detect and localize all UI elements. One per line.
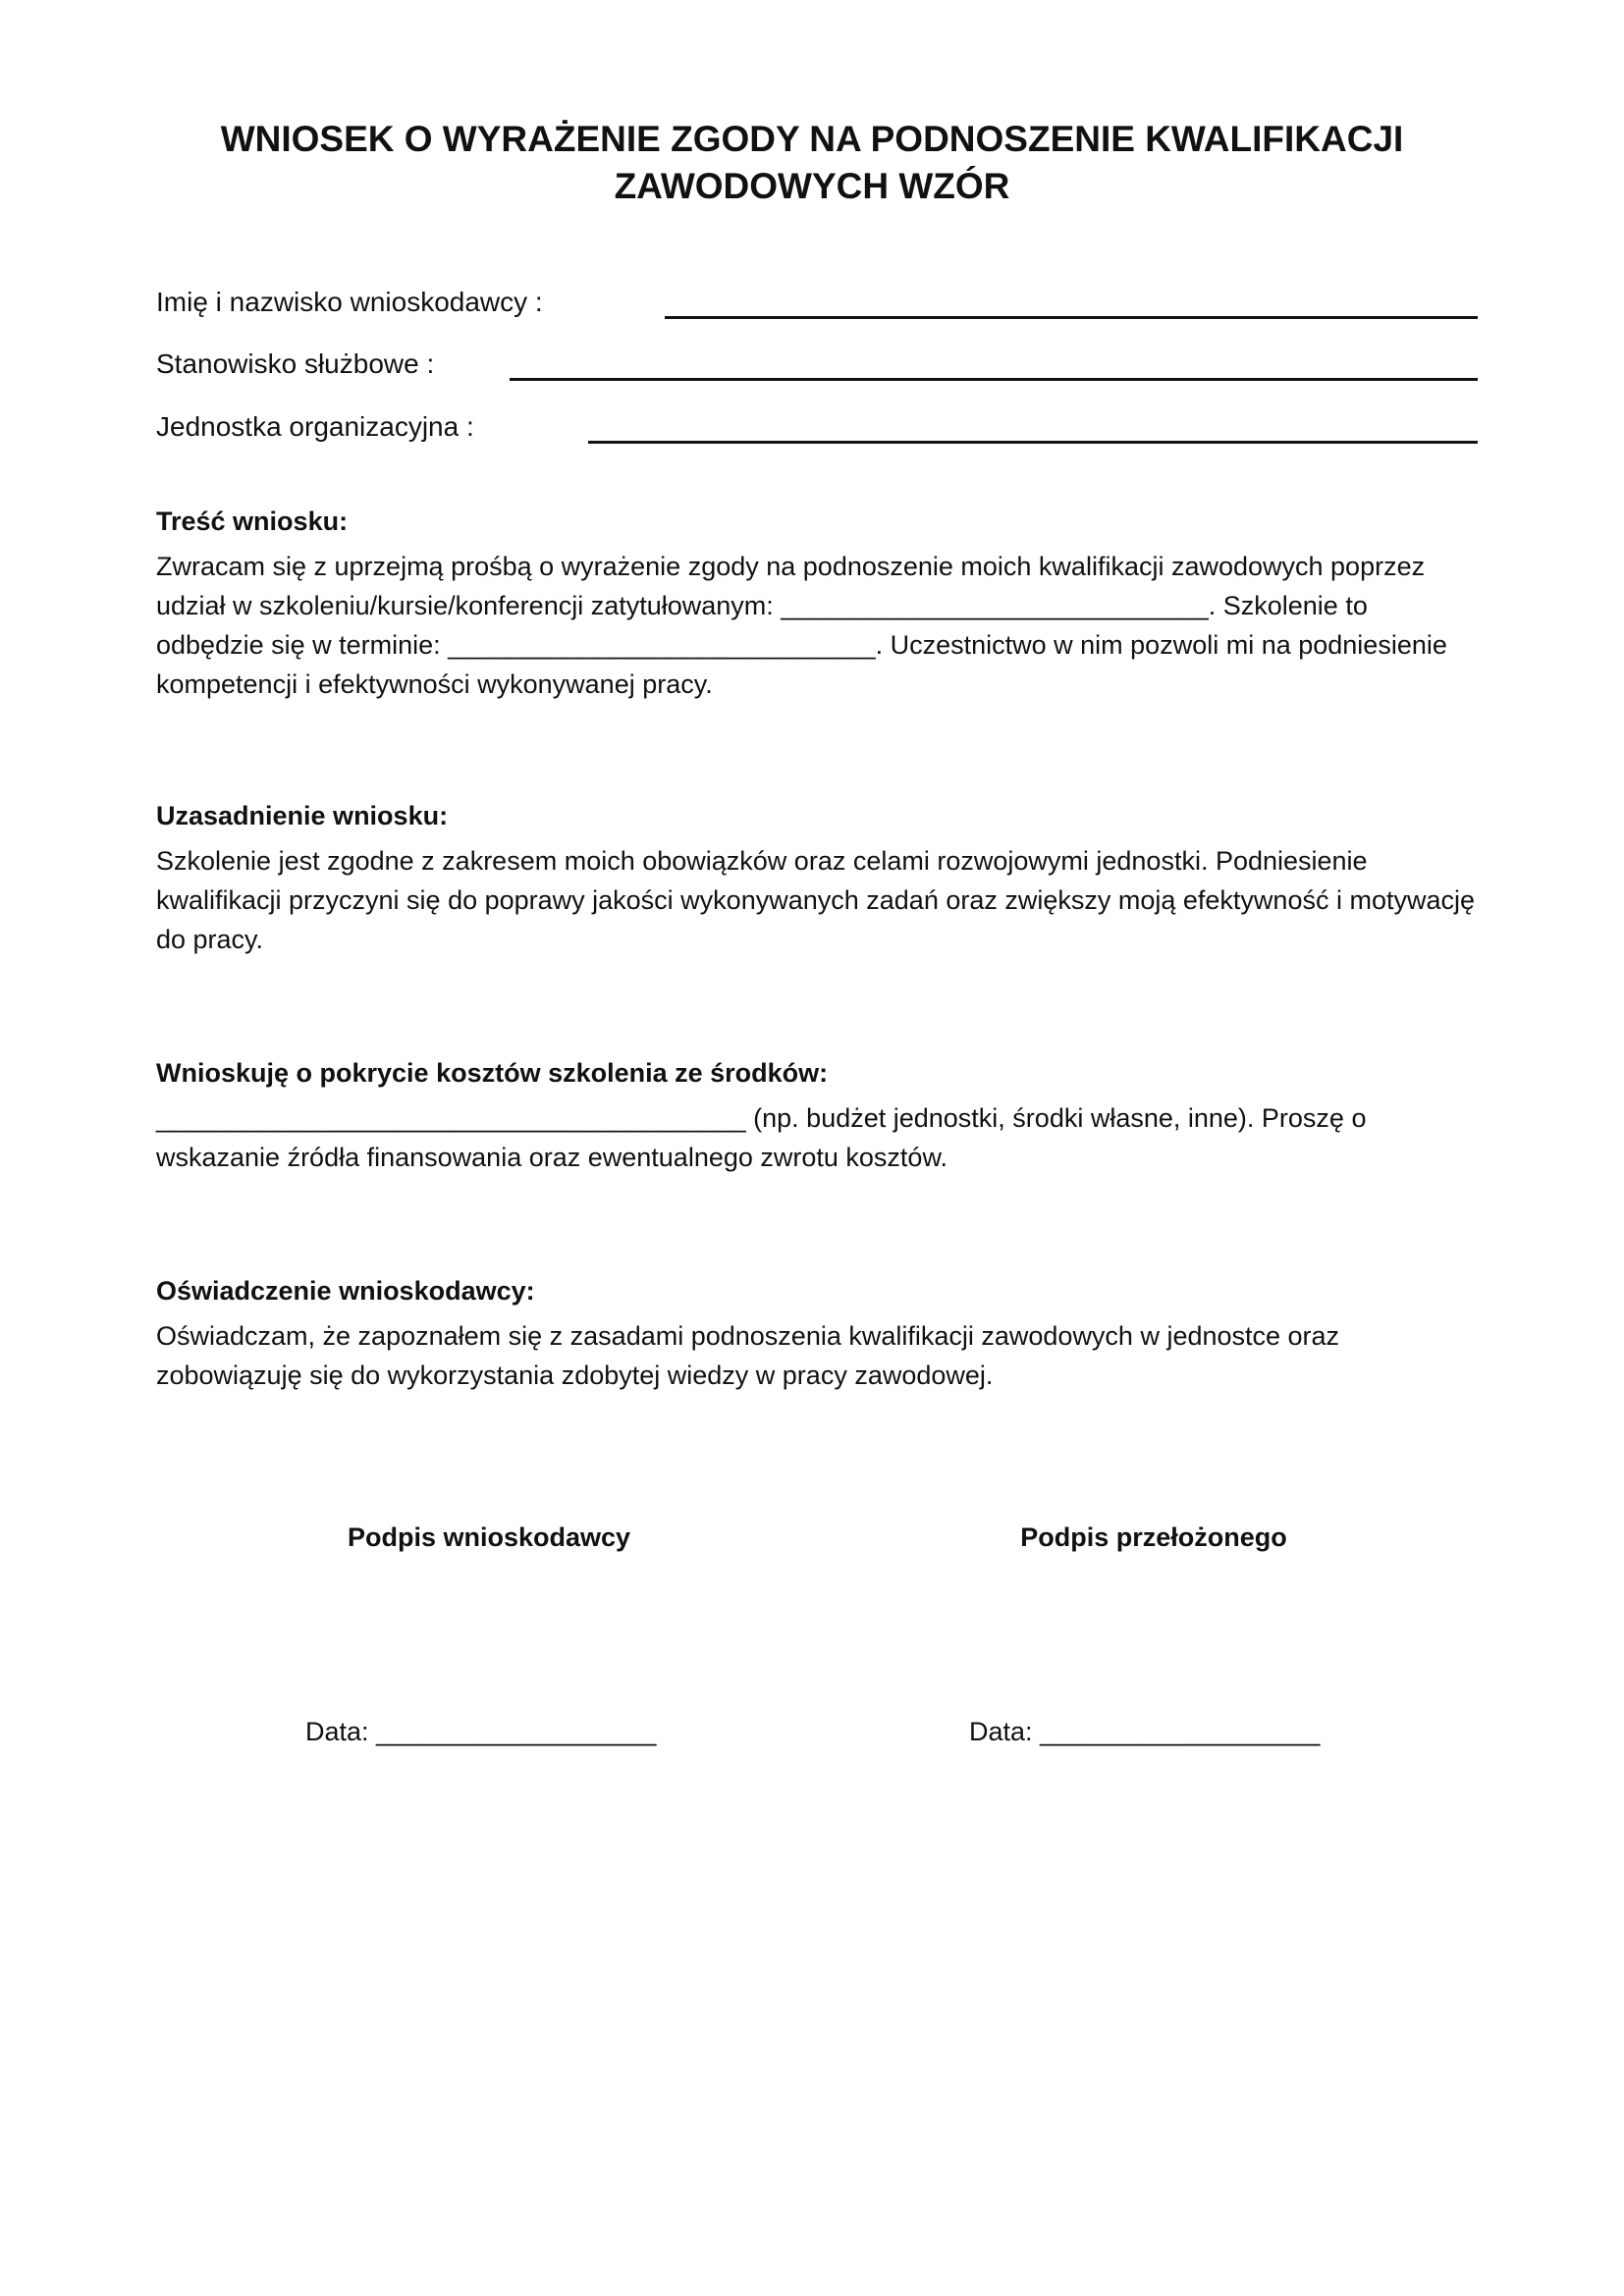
declaration-section bbox=[156, 1273, 1482, 1395]
declaration-heading: Oświadczenie wnioskodawcy: bbox=[156, 1276, 535, 1306]
supervisor-date-field[interactable]: Data: ___________________ bbox=[969, 1717, 1321, 1746]
title-line-1: WNIOSEK O WYRAŻENIE ZGODY NA PODNOSZENIE KWALIFIKACJI bbox=[220, 119, 1404, 159]
funding-heading: Wnioskuję o pokrycie kosztów szkolenia ze środków: bbox=[156, 1058, 829, 1088]
justification-heading: Uzasadnienie wniosku: bbox=[156, 801, 449, 830]
content-section bbox=[156, 504, 1482, 704]
unit-label: Jednostka organizacyjna : bbox=[156, 411, 474, 442]
applicant-name-label: Imię i nazwisko wnioskodawcy : bbox=[156, 287, 543, 317]
funding-body: ________________________________________ (np. budżet jednostki, środki własne, inne). Proszę o wskazanie źródła finansowania oraz ewentualnego zwrotu kosztów. bbox=[156, 1103, 1367, 1172]
funding-section bbox=[156, 1055, 1482, 1177]
unit-field[interactable] bbox=[588, 441, 1478, 444]
applicant-signature-label: Podpis wnioskodawcy bbox=[347, 1522, 631, 1552]
position-label: Stanowisko służbowe : bbox=[156, 348, 435, 379]
justification-body: Szkolenie jest zgodne z zakresem moich obowiązków oraz celami rozwojowymi jednostki. Podniesienie kwalifikacji przyczyni się do poprawy jakości wykonywanych zadań oraz zwiększy moją efektywność i motywację do pracy. bbox=[156, 846, 1475, 954]
unit-row bbox=[156, 409, 1478, 449]
declaration-body: Oświadczam, że zapoznałem się z zasadami podnoszenia kwalifikacji zawodowych w jednostce oraz zobowiązuję się do wykorzystania zdobytej wiedzy w pracy zawodowej. bbox=[156, 1321, 1340, 1390]
content-heading: Treść wniosku: bbox=[156, 507, 349, 536]
applicant-name-field[interactable] bbox=[665, 316, 1478, 319]
position-field[interactable] bbox=[510, 378, 1478, 381]
supervisor-signature-label: Podpis przełożonego bbox=[1020, 1522, 1287, 1552]
applicant-name-row bbox=[156, 285, 1478, 324]
document-title bbox=[118, 116, 1506, 210]
applicant-date-field[interactable]: Data: ___________________ bbox=[305, 1717, 657, 1746]
content-body: Zwracam się z uprzejmą prośbą o wyrażenie zgody na podnoszenie moich kwalifikacji zawodowych poprzez udział w szkoleniu/kursie/konferencji zatytułowanym: _____________________________. Szkolenie to odbędzie się w terminie: _____________________________. Uczestnictwo w nim pozwoli mi na podniesienie kompetencji i efektywności wykonywanej pracy. bbox=[156, 552, 1447, 699]
position-row bbox=[156, 347, 1478, 386]
title-line-2: ZAWODOWYCH WZÓR bbox=[614, 166, 1010, 206]
justification-section bbox=[156, 798, 1482, 959]
